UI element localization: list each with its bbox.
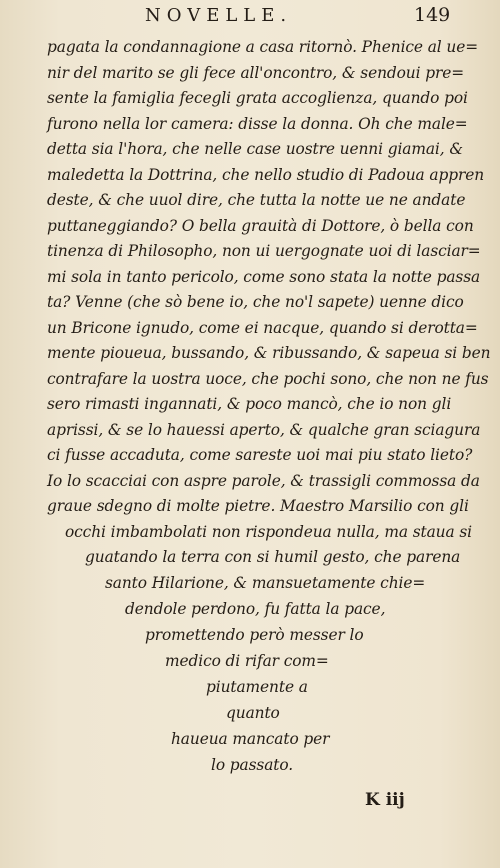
text-line: contrafare la uostra uoce, che pochi sono, che non ne fus bbox=[47, 370, 489, 388]
text-line: nir del marito se gli fece all'oncontro, & sendoui pre= bbox=[47, 64, 465, 82]
text-line: un Bricone ignudo, come ei nacque, quando si derotta= bbox=[47, 319, 478, 337]
text-line: detta sia l'hora, che nelle case uostre uenni giamai, & bbox=[47, 140, 463, 158]
text-line: dendole perdono, fu fatta la pace, bbox=[125, 600, 386, 618]
running-header-title: NOVELLE. bbox=[145, 5, 293, 26]
text-line: mi sola in tanto pericolo, come sono stata la notte passa bbox=[47, 268, 481, 286]
text-line: pagata la condannagione a casa ritornò. Phenice al ue= bbox=[47, 38, 479, 56]
text-line: aprissi, & se lo hauessi aperto, & qualche gran sciagura bbox=[47, 421, 481, 439]
text-line: maledetta la Dottrina, che nello studio di Padoua appren bbox=[47, 166, 485, 184]
text-line: lo passato. bbox=[211, 756, 294, 774]
text-line: ta? Venne (che sò bene io, che no'l sapete) uenne dico bbox=[47, 293, 464, 311]
text-line: Io lo scacciai con aspre parole, & trassigli commossa da bbox=[47, 472, 480, 490]
text-line: santo Hilarione, & mansuetamente chie= bbox=[105, 574, 426, 592]
text-line: sente la famiglia fecegli grata accoglienza, quando poi bbox=[47, 89, 468, 107]
text-line: quanto bbox=[226, 704, 280, 722]
text-line: tinenza di Philosopho, non ui uergognate uoi di lasciar= bbox=[47, 242, 481, 260]
text-line: piutamente a bbox=[206, 678, 308, 696]
text-line: graue sdegno di molte pietre. Maestro Marsilio con gli bbox=[47, 497, 469, 515]
text-line: occhi imbambolati non rispondeua nulla, ma staua si bbox=[65, 523, 472, 541]
text-line: guatando la terra con si humil gesto, che parena bbox=[85, 548, 461, 566]
text-line: mente pioueua, bussando, & ribussando, & sapeua si ben bbox=[47, 344, 491, 362]
text-line: furono nella lor camera: disse la donna. Oh che male= bbox=[47, 115, 468, 133]
signature-mark: K iij bbox=[365, 790, 405, 810]
text-line: deste, & che uuol dire, che tutta la notte ue ne andate bbox=[47, 191, 466, 209]
text-line: sero rimasti ingannati, & poco mancò, che io non gli bbox=[47, 395, 452, 413]
text-line: medico di rifar com= bbox=[165, 652, 329, 670]
text-line: puttaneggiando? O bella grauità di Dottore, ò bella con bbox=[47, 217, 474, 235]
page-number: 149 bbox=[414, 4, 451, 26]
text-line: ci fusse accaduta, come sareste uoi mai piu stato lieto? bbox=[47, 446, 473, 464]
text-line: promettendo però messer lo bbox=[145, 626, 364, 644]
text-line: haueua mancato per bbox=[171, 730, 330, 748]
